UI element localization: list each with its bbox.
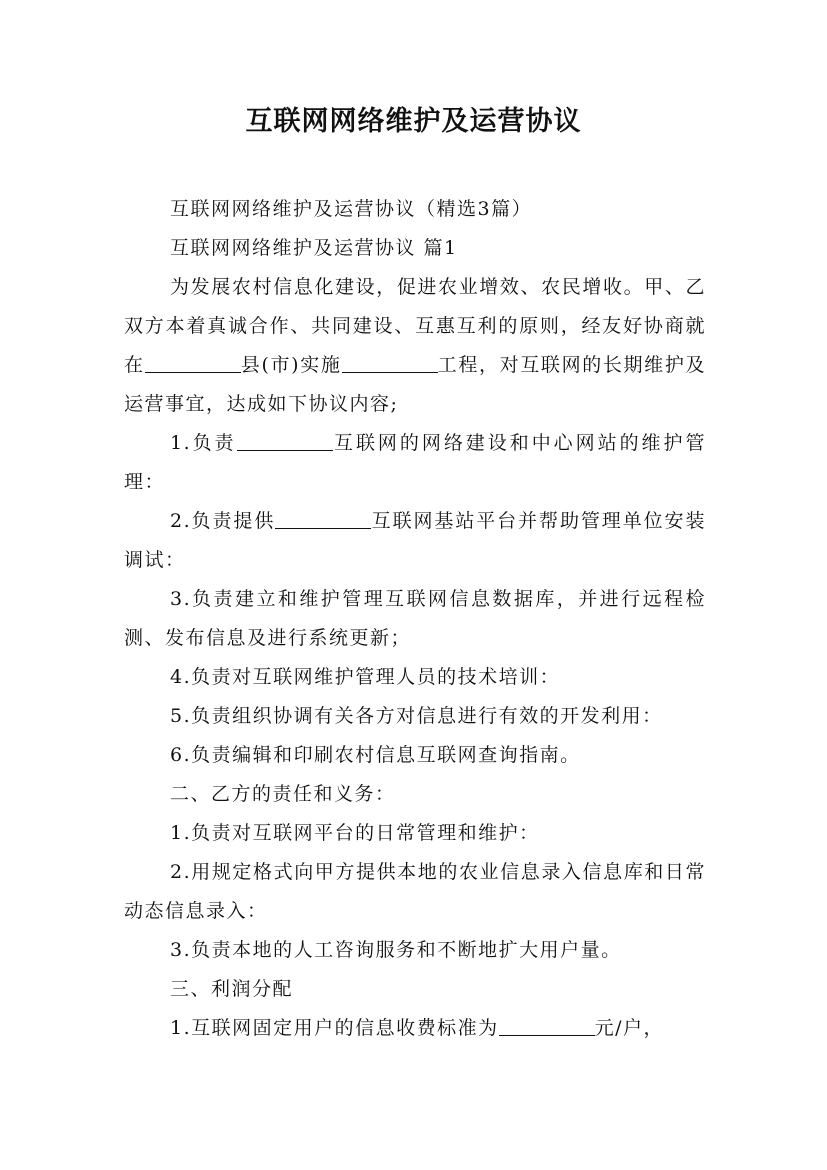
paragraph-intro [124,190,706,229]
paragraph-text: 1.负责对互联网平台的日常管理和维护： [170,822,540,844]
fill-blank-county [145,354,241,373]
paragraph-text: 二、乙方的责任和义务： [170,783,396,805]
paragraph-text: 1.互联网固定用户的信息收费标准为 [170,1017,499,1039]
fill-blank-base-station [275,510,371,529]
paragraph-item-b1 [124,814,706,853]
paragraph-text: 3.负责本地的人工咨询服务和不断地扩大用户量。 [170,939,622,961]
paragraph-text: 2.用规定格式向甲方提供本地的农业信息录入信息库和日常动态信息录入： [124,861,706,922]
fill-blank-network [237,432,333,451]
paragraph-text: 三、利润分配 [170,978,294,1000]
fill-blank-fee [499,1017,595,1036]
paragraph-text: 互联网网络维护及运营协议（精选3篇） [170,198,533,220]
paragraph-text: 2.负责提供 [170,510,276,532]
paragraph-item-a1 [124,424,706,502]
paragraph-section-3 [124,970,706,1009]
paragraph-text: 为发展农村信息化建设，促进农业增效、农民增收。甲、乙双方本着真诚合作、共同建设、互惠互利的原则，经友好协商就在 [124,276,706,376]
paragraph-text: 5.负责组织协调有关各方对信息进行有效的开发利用： [170,705,663,727]
fill-blank-project [342,354,438,373]
paragraph-text: 3.负责建立和维护管理互联网信息数据库，并进行远程检测、发布信息及进行系统更新； [124,588,706,649]
paragraph-item-a4 [124,658,706,697]
paragraph-text: 互联网网络维护及运营协议 篇1 [170,237,458,259]
document-title: 互联网网络维护及运营协议 [245,106,582,137]
paragraph-item-b3 [124,931,706,970]
paragraph-text-fragment: 互联网基站平台并帮助管理单位安装调试： [124,510,706,571]
paragraph-text-fragment: 互联网的网络建设和中心网站的维护管理： [124,432,706,493]
paragraph-text: 4.负责对互联网维护管理人员的技术培训： [170,666,561,688]
paragraph-text: 6.负责编辑和印刷农村信息互联网查询指南。 [170,744,581,766]
paragraph-item-a5 [124,697,706,736]
paragraph-text-fragment: 工程，对互联网的长期维护及运营事宜，达成如下协议内容; [124,354,706,415]
paragraph-item-c1 [124,1009,706,1048]
paragraph-heading-part1 [124,229,706,268]
paragraph-preamble [124,268,706,424]
paragraph-section-2 [124,775,706,814]
paragraph-text: 1.负责 [170,432,237,454]
paragraph-item-a2 [124,502,706,580]
paragraph-item-b2 [124,853,706,931]
paragraph-item-a6 [124,736,706,775]
paragraph-text-fragment: 元/户， [594,1017,665,1039]
paragraph-text-fragment: 县(市)实施 [240,354,342,376]
document-body [124,190,706,1048]
paragraph-item-a3 [124,580,706,658]
